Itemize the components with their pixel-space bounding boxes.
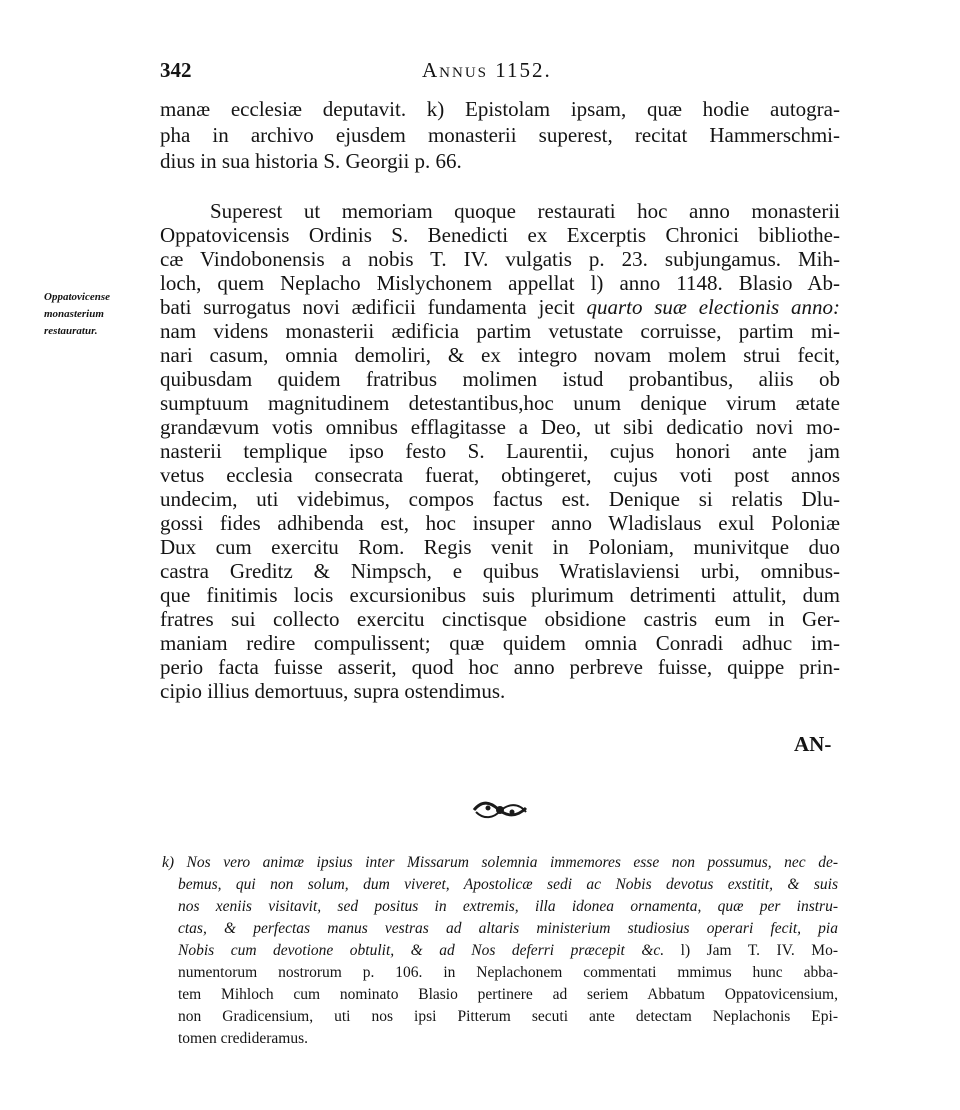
body-line: nasterii templique ipso festo S. Laurentii, cujus honori ante jam <box>160 439 840 463</box>
body-line: Oppatovicensis Ordinis S. Benedicti ex Excerptis Chronici bibliothe- <box>160 223 840 247</box>
page-number: 342 <box>160 58 192 82</box>
text-run: Nobis cum devotione obtulit, & ad Nos deferri præcepit &c. <box>178 942 681 959</box>
footnote-line: bemus, qui non solum, dum viveret, Apostolicæ sedi ac Nobis devotus exstitit, & suis <box>178 876 838 893</box>
text-run: l) Jam T. IV. Mo- <box>680 942 838 959</box>
footnote-line: nos xeniis visitavit, sed positus in extremis, illa idonea ornamenta, quæ per instru- <box>178 898 838 915</box>
body-line: sumptuum magnitudinem detestantibus,hoc unum denique virum ætate <box>160 391 840 415</box>
footnote-line: tem Mihloch cum nominato Blasio pertinere ad seriem Abbatum Oppatovicensium, <box>178 986 838 1003</box>
body-line <box>160 294 840 320</box>
marginal-note-line: monasterium <box>44 308 104 320</box>
catchword: AN- <box>794 732 832 756</box>
footnote-line: k) Nos vero animæ ipsius inter Missarum solemnia immemores esse non possumus, nec de- <box>162 854 838 871</box>
marginal-note <box>44 289 154 340</box>
body-line: Dux cum exercitu Rom. Regis venit in Poloniam, munivitque duo <box>160 535 840 559</box>
body-line: Superest ut memoriam quoque restaurati hoc anno monasterii <box>210 199 840 223</box>
body-line: loch, quem Neplacho Mislychonem appellat l) anno 1148. Blasio Ab- <box>160 271 840 295</box>
running-title: Annus 1152. <box>422 58 552 82</box>
footnote-line: ctas, & perfectas manus vestras ad altaris ministerium studiosius operari fecit, pia <box>178 920 838 937</box>
body-line: manæ ecclesiæ deputavit. k) Epistolam ipsam, quæ hodie autogra- <box>160 97 840 121</box>
footnote-line: non Gradicensium, uti nos ipsi Pitterum secuti ante detectam Neplachonis Epi- <box>178 1008 838 1025</box>
text-run: quarto suæ electionis anno: <box>586 295 840 319</box>
marginal-note-line: Oppatovicense <box>44 291 110 303</box>
body-line: castra Greditz & Nimpsch, e quibus Wratislaviensi urbi, omnibus- <box>160 559 840 583</box>
footnote-line <box>178 940 838 962</box>
body-line: gossi fides adhibenda est, hoc insuper anno Wladislaus exul Poloniæ <box>160 511 840 535</box>
body-line: cæ Vindobonensis a nobis T. IV. vulgatis p. 23. subjungamus. Mih- <box>160 247 840 271</box>
printer-ornament-icon <box>468 796 532 824</box>
body-line: dius in sua historia S. Georgii p. 66. <box>160 149 462 173</box>
body-line: maniam redire compulissent; quæ quidem omnia Conradi adhuc im- <box>160 631 840 655</box>
body-line: fratres sui collecto exercitu cinctisque obsidione castris eum in Ger- <box>160 607 840 631</box>
body-line: nam videns monasterii ædificia partim vetustate corruisse, partim mi- <box>160 319 840 343</box>
body-line: grandævum votis omnibus efflagitasse a Deo, ut sibi dedicatio novi mo- <box>160 415 840 439</box>
footnote-line: tomen credideramus. <box>178 1030 308 1047</box>
text-run: bati surrogatus novi ædificii fundamenta jecit <box>160 295 587 319</box>
body-line: perio facta fuisse asserit, quod hoc anno perbreve fuisse, quippe prin- <box>160 655 840 679</box>
body-line: que finitimis locis excursionibus suis plurimum detrimenti attulit, dum <box>160 583 840 607</box>
body-line: quibusdam quidem fratribus molimen istud probantibus, aliis ob <box>160 367 840 391</box>
body-line: nari casum, omnia demoliri, & ex integro novam molem strui fecit, <box>160 343 840 367</box>
page-header <box>160 58 840 98</box>
body-line: vetus ecclesia consecrata fuerat, obtingeret, cujus voti post annos <box>160 463 840 487</box>
body-line: undecim, uti videbimus, compos factus est. Denique si relatis Dlu- <box>160 487 840 511</box>
body-line: pha in archivo ejusdem monasterii superest, recitat Hammerschmi- <box>160 123 840 147</box>
body-line: cipio illius demortuus, supra ostendimus. <box>160 679 506 703</box>
marginal-note-line: restauratur. <box>44 325 98 337</box>
footnote-line: numentorum nostrorum p. 106. in Neplachonem commentati mmimus hunc abba- <box>178 964 838 981</box>
